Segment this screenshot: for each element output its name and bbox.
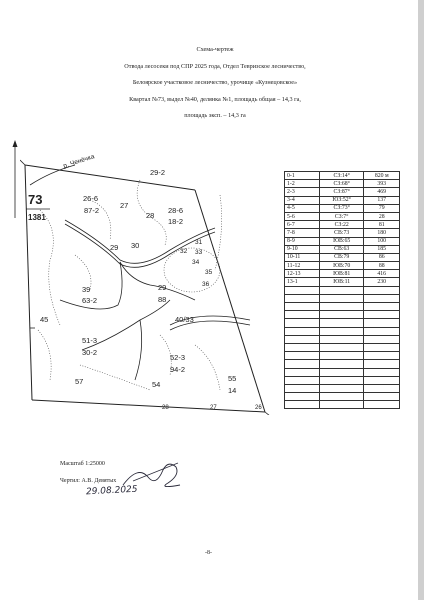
page-number: -8- xyxy=(205,550,212,556)
plot-map xyxy=(20,150,275,415)
header-line-3: Квартал №73, выдел №40, делянка №1, площадь общая – 14,3 га, xyxy=(129,96,301,103)
table-cell-segment: 11-12 xyxy=(285,262,320,270)
table-cell-empty xyxy=(319,286,364,294)
table-cell-empty xyxy=(364,303,400,311)
table-cell-bearing: СЗ:68° xyxy=(319,180,364,188)
table-row xyxy=(285,237,400,245)
table-cell-empty xyxy=(364,393,400,401)
table-cell-empty xyxy=(285,376,320,384)
table-cell-distance: 469 xyxy=(364,188,400,196)
table-cell-empty xyxy=(319,303,364,311)
table-cell-empty xyxy=(285,319,320,327)
svg-text:51-3: 51-3 xyxy=(82,336,98,345)
table-cell-empty xyxy=(319,327,364,335)
table-row-empty xyxy=(285,376,400,384)
table-cell-empty xyxy=(285,335,320,343)
scale-label: Масштаб 1:25000 xyxy=(60,461,105,467)
table-cell-distance: 230 xyxy=(364,278,400,286)
table-cell-empty xyxy=(364,360,400,368)
svg-text:36: 36 xyxy=(202,281,210,288)
forest-roads xyxy=(30,165,250,380)
table-cell-empty xyxy=(285,343,320,351)
svg-text:34: 34 xyxy=(192,259,200,266)
table-cell-segment: 10-11 xyxy=(285,253,320,261)
table-row-empty xyxy=(285,327,400,335)
table-cell-bearing: ЮВ:65 xyxy=(319,237,364,245)
table-cell-empty xyxy=(285,393,320,401)
svg-text:55: 55 xyxy=(228,374,237,383)
table-cell-distance: 820 м xyxy=(364,172,400,180)
table-cell-distance: 185 xyxy=(364,245,400,253)
table-cell-bearing: СВ:79 xyxy=(319,253,364,261)
table-row xyxy=(285,188,400,196)
table-cell-empty xyxy=(285,303,320,311)
table-row-empty xyxy=(285,360,400,368)
table-row-empty xyxy=(285,335,400,343)
table-cell-empty xyxy=(364,294,400,302)
table-cell-empty xyxy=(319,335,364,343)
table-row-empty xyxy=(285,393,400,401)
table-cell-segment: 1-2 xyxy=(285,180,320,188)
table-cell-distance: 86 xyxy=(364,253,400,261)
svg-text:29: 29 xyxy=(110,243,119,252)
table-cell-segment: 13-1 xyxy=(285,278,320,286)
svg-text:28: 28 xyxy=(162,405,169,411)
svg-text:30: 30 xyxy=(131,241,140,250)
table-cell-bearing: ЮЗ:52° xyxy=(319,196,364,204)
svg-text:26-6: 26-6 xyxy=(83,194,99,203)
table-cell-empty xyxy=(319,384,364,392)
table-row xyxy=(285,212,400,220)
table-cell-segment: 2-3 xyxy=(285,188,320,196)
table-cell-segment: 5-6 xyxy=(285,212,320,220)
table-cell-empty xyxy=(319,311,364,319)
river-label: р. Ченёчка xyxy=(62,153,96,170)
table-cell-empty xyxy=(319,294,364,302)
table-cell-empty xyxy=(364,311,400,319)
table-cell-distance: 81 xyxy=(364,221,400,229)
table-cell-empty xyxy=(364,401,400,409)
svg-text:27: 27 xyxy=(120,201,129,210)
header-line-1: Отвода лесосеки под СПР 2025 года, Отдел Тевризское лесничество, xyxy=(124,63,306,70)
table-cell-empty xyxy=(285,311,320,319)
table-cell-empty xyxy=(285,360,320,368)
table-cell-empty xyxy=(285,294,320,302)
table-cell-distance: 416 xyxy=(364,270,400,278)
table-cell-bearing: ЮВ:70 xyxy=(319,262,364,270)
svg-text:30-2: 30-2 xyxy=(82,348,98,357)
svg-text:31: 31 xyxy=(195,239,203,246)
table-row xyxy=(285,196,400,204)
table-cell-empty xyxy=(364,319,400,327)
table-cell-distance: 137 xyxy=(364,196,400,204)
table-cell-empty xyxy=(364,352,400,360)
table-cell-distance: 28 xyxy=(364,212,400,220)
table-cell-distance: 393 xyxy=(364,180,400,188)
quarter-number: 73 xyxy=(28,192,43,207)
table-cell-empty xyxy=(319,393,364,401)
table-cell-empty xyxy=(285,368,320,376)
svg-text:27: 27 xyxy=(210,405,217,411)
document-title: Схема-чертеж xyxy=(196,46,234,53)
table-row-empty xyxy=(285,384,400,392)
table-cell-segment: 7-8 xyxy=(285,229,320,237)
contour-dots xyxy=(38,180,222,390)
plot-labels xyxy=(40,168,262,411)
svg-text:87-2: 87-2 xyxy=(84,206,100,215)
table-cell-distance: 79 xyxy=(364,204,400,212)
table-cell-empty xyxy=(285,352,320,360)
table-row xyxy=(285,172,400,180)
table-row xyxy=(285,221,400,229)
svg-text:54: 54 xyxy=(152,380,161,389)
table-cell-bearing: СВ:63 xyxy=(319,245,364,253)
drawn-by-label: Чертил: А.В. Девятых xyxy=(60,478,117,484)
svg-text:40/33: 40/33 xyxy=(175,315,194,324)
table-cell-bearing: СВ:73 xyxy=(319,229,364,237)
svg-text:28-6: 28-6 xyxy=(168,206,184,215)
table-cell-empty xyxy=(285,327,320,335)
svg-text:63-2: 63-2 xyxy=(82,296,98,305)
svg-text:29: 29 xyxy=(158,283,167,292)
table-row xyxy=(285,253,400,261)
table-row xyxy=(285,278,400,286)
table-row xyxy=(285,180,400,188)
north-arrow-icon xyxy=(10,140,20,220)
table-row xyxy=(285,262,400,270)
table-row-empty xyxy=(285,343,400,351)
svg-text:94-2: 94-2 xyxy=(170,365,186,374)
svg-text:28: 28 xyxy=(146,211,155,220)
table-row xyxy=(285,245,400,253)
table-cell-empty xyxy=(319,343,364,351)
signature-date: 29.08.2025 xyxy=(85,484,138,498)
table-row-empty xyxy=(285,286,400,294)
table-row-empty xyxy=(285,319,400,327)
table-cell-empty xyxy=(319,376,364,384)
header-line-4: площадь эксп. – 14,3 га xyxy=(184,112,246,119)
table-row xyxy=(285,204,400,212)
table-cell-empty xyxy=(319,319,364,327)
bearings-table xyxy=(284,171,400,409)
svg-text:14: 14 xyxy=(228,386,237,395)
table-cell-bearing: СЗ:87° xyxy=(319,188,364,196)
svg-text:32: 32 xyxy=(180,248,188,255)
table-cell-empty xyxy=(364,343,400,351)
table-row-empty xyxy=(285,401,400,409)
table-cell-bearing: ЮВ:11 xyxy=(319,278,364,286)
header-line-2: Белоярское участковое лесничество, урочище «Кузнецовское» xyxy=(132,79,298,86)
svg-text:88: 88 xyxy=(158,295,167,304)
table-cell-bearing: СЗ:7° xyxy=(319,212,364,220)
table-cell-empty xyxy=(319,352,364,360)
svg-text:29-2: 29-2 xyxy=(150,168,166,177)
table-cell-empty xyxy=(285,384,320,392)
svg-text:33: 33 xyxy=(195,249,203,256)
svg-text:45: 45 xyxy=(40,315,49,324)
table-row-empty xyxy=(285,352,400,360)
table-row-empty xyxy=(285,368,400,376)
table-cell-bearing: ЮВ:81 xyxy=(319,270,364,278)
table-cell-bearing: СЗ:73° xyxy=(319,204,364,212)
table-cell-empty xyxy=(364,384,400,392)
table-cell-segment: 0-1 xyxy=(285,172,320,180)
table-row-empty xyxy=(285,303,400,311)
table-cell-bearing: СЗ:14° xyxy=(319,172,364,180)
table-cell-distance: 100 xyxy=(364,237,400,245)
table-cell-bearing: СЗ:22 xyxy=(319,221,364,229)
table-cell-empty xyxy=(285,286,320,294)
table-cell-segment: 3-4 xyxy=(285,196,320,204)
table-row xyxy=(285,270,400,278)
table-row-empty xyxy=(285,311,400,319)
table-cell-empty xyxy=(364,286,400,294)
table-row xyxy=(285,229,400,237)
table-cell-empty xyxy=(319,360,364,368)
svg-text:18-2: 18-2 xyxy=(168,217,184,226)
table-cell-segment: 4-5 xyxy=(285,204,320,212)
table-cell-empty xyxy=(364,376,400,384)
table-cell-distance: 88 xyxy=(364,262,400,270)
table-cell-empty xyxy=(285,401,320,409)
table-cell-empty xyxy=(364,335,400,343)
table-cell-segment: 9-10 xyxy=(285,245,320,253)
table-cell-segment: 6-7 xyxy=(285,221,320,229)
table-cell-empty xyxy=(319,401,364,409)
svg-text:52-3: 52-3 xyxy=(170,353,186,362)
table-cell-segment: 12-13 xyxy=(285,270,320,278)
table-cell-distance: 180 xyxy=(364,229,400,237)
table-cell-empty xyxy=(364,327,400,335)
svg-text:39: 39 xyxy=(82,285,91,294)
table-cell-segment: 8-9 xyxy=(285,237,320,245)
svg-text:57: 57 xyxy=(75,377,84,386)
table-cell-empty xyxy=(364,368,400,376)
table-row-empty xyxy=(285,294,400,302)
quarter-area: 1381 xyxy=(28,213,46,222)
svg-text:35: 35 xyxy=(205,269,213,276)
scan-edge xyxy=(418,0,424,600)
table-cell-empty xyxy=(319,368,364,376)
svg-text:26: 26 xyxy=(255,405,262,411)
